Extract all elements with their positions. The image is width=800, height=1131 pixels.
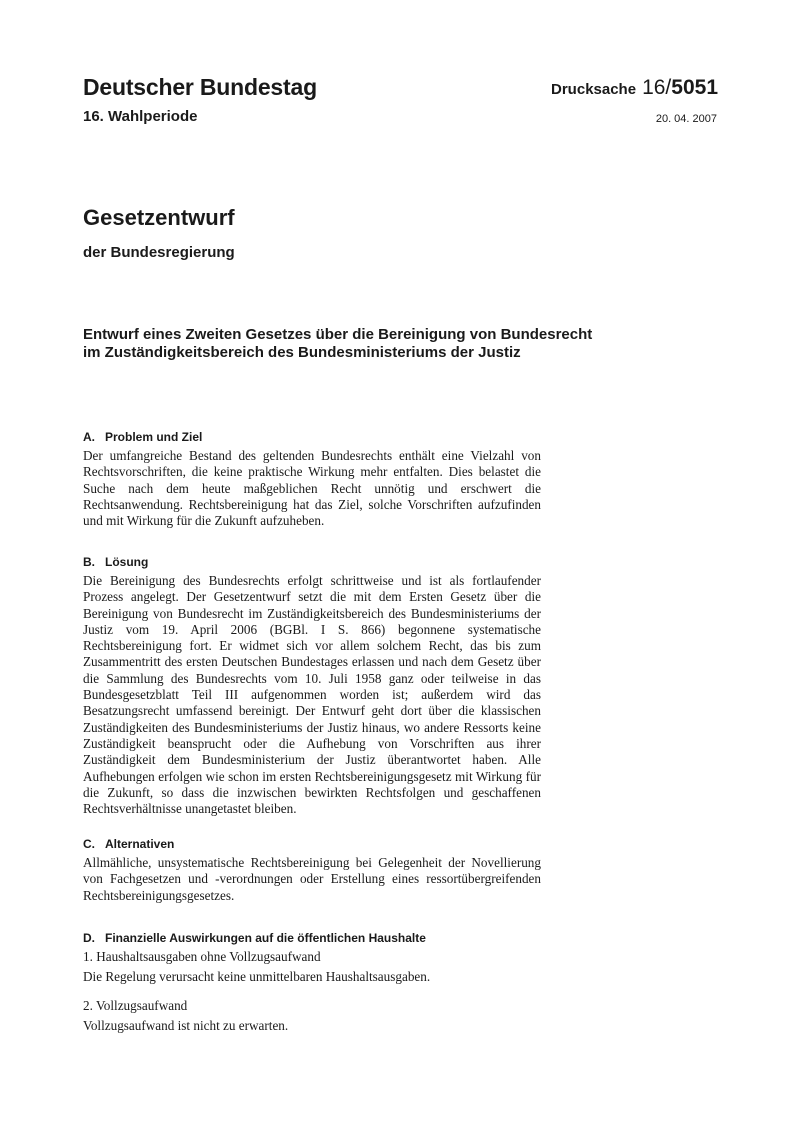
law-title-line-2: im Zuständigkeitsbereich des Bundesministeriums der Justiz [83,344,521,361]
section-title: Lösung [105,555,149,569]
drucksache-number-prefix: 16/ [642,76,672,99]
subsection-text-2: Vollzugsaufwand ist nicht zu erwarten. [83,1018,289,1033]
section-letter: C. [83,837,95,851]
section-text: Der umfangreiche Bestand des geltenden Bundesrechts enthält eine Vielzahl von Rechtsvorschriften, die keine praktische Wirkung mehr entfalten. Dies belastet die Suche nach dem heute maßgeblichen Recht unnötig und erschwert die Rechtsanwendung. Rechtsbereinigung hat das Ziel, solche Vorschriften aufzufinden und mit Wirkung für die Zukunft aufzuheben. [83,448,541,529]
subsection-label-2: 2. Vollzugsaufwand [83,998,188,1013]
drucksache-word: Drucksache [551,81,637,98]
document-type: Gesetzentwurf [83,205,235,230]
section-alternativen [83,837,541,904]
section-letter: A. [83,430,95,444]
subsection-label-1: 1. Haushaltsausgaben ohne Vollzugsaufwand [83,949,321,964]
section-heading [83,837,541,851]
section-text: Die Bereinigung des Bundesrechts erfolgt schrittweise und ist als fortlaufender Prozess angelegt. Der Gesetzentwurf setzt die mit dem Ersten Gesetz über die Bereinigung von Bundesrecht im Zuständigkeitsbereich des Bundesministeriums der Justiz vom 19. April 2006 (BGBl. I S. 866) begonnene systematische Rechtsbereinigung fort. Er widmet sich vor allem solchem Recht, das bis zum Zusammentritt des ersten Deutschen Bundestages erlassen und nach dem Gesetz über die Sammlung des Bundesrechts vom 10. Juli 1958 ganz oder teilweise in das Bundesgesetzblatt Teil III aufgenommen worden ist; außerdem wird das Besatzungsrecht umfassend bereinigt. Der Entwurf geht dort über die klassischen Zuständigkeiten des Bundesministeriums der Justiz hinaus, wo andere Ressorts keine Zuständigkeit beansprucht oder die Aufhebung von Vorschriften aus ihrer Zuständigkeit dem Bundesministerium der Justiz überantwortet haben. Alle Aufhebungen erfolgen wie schon im ersten Rechtsbereinigungsgesetz mit Wirkung für die Zukunft, so dass die inzwischen bewirkten Rechtsfolgen und geschaffenen Rechtsverhältnisse unangetastet bleiben. [83,573,541,817]
document-origin: der Bundesregierung [83,244,235,261]
law-title-line-1: Entwurf eines Zweiten Gesetzes über die Bereinigung von Bundesrecht [83,326,593,343]
subsection-text-1: Die Regelung verursacht keine unmittelbaren Haushaltsausgaben. [83,969,431,984]
section-text: Allmähliche, unsystematische Rechtsbereinigung bei Gelegenheit der Novellierung von Fachgesetzen und -verordnungen oder Erstellung eines ressortübergreifenden Rechtsbereinigungsgesetzes. [83,855,541,903]
institution-title: Deutscher Bundestag [83,74,317,100]
section-problem-und-ziel [83,430,541,529]
section-letter: D. [83,931,95,945]
section-loesung [83,555,541,817]
section-title: Alternativen [105,837,175,851]
section-heading [83,430,541,444]
section-finanzielle-auswirkungen [83,931,541,1034]
drucksache-label [551,76,718,100]
drucksache-number: 5051 [671,76,718,99]
section-title: Problem und Ziel [105,430,203,444]
section-letter: B. [83,555,95,569]
section-heading [83,555,541,569]
law-title [83,326,723,362]
legislative-period: 16. Wahlperiode [83,108,198,125]
section-heading [83,931,541,945]
document-date: 20. 04. 2007 [655,113,717,125]
section-title: Finanzielle Auswirkungen auf die öffentlichen Haushalte [105,931,426,945]
